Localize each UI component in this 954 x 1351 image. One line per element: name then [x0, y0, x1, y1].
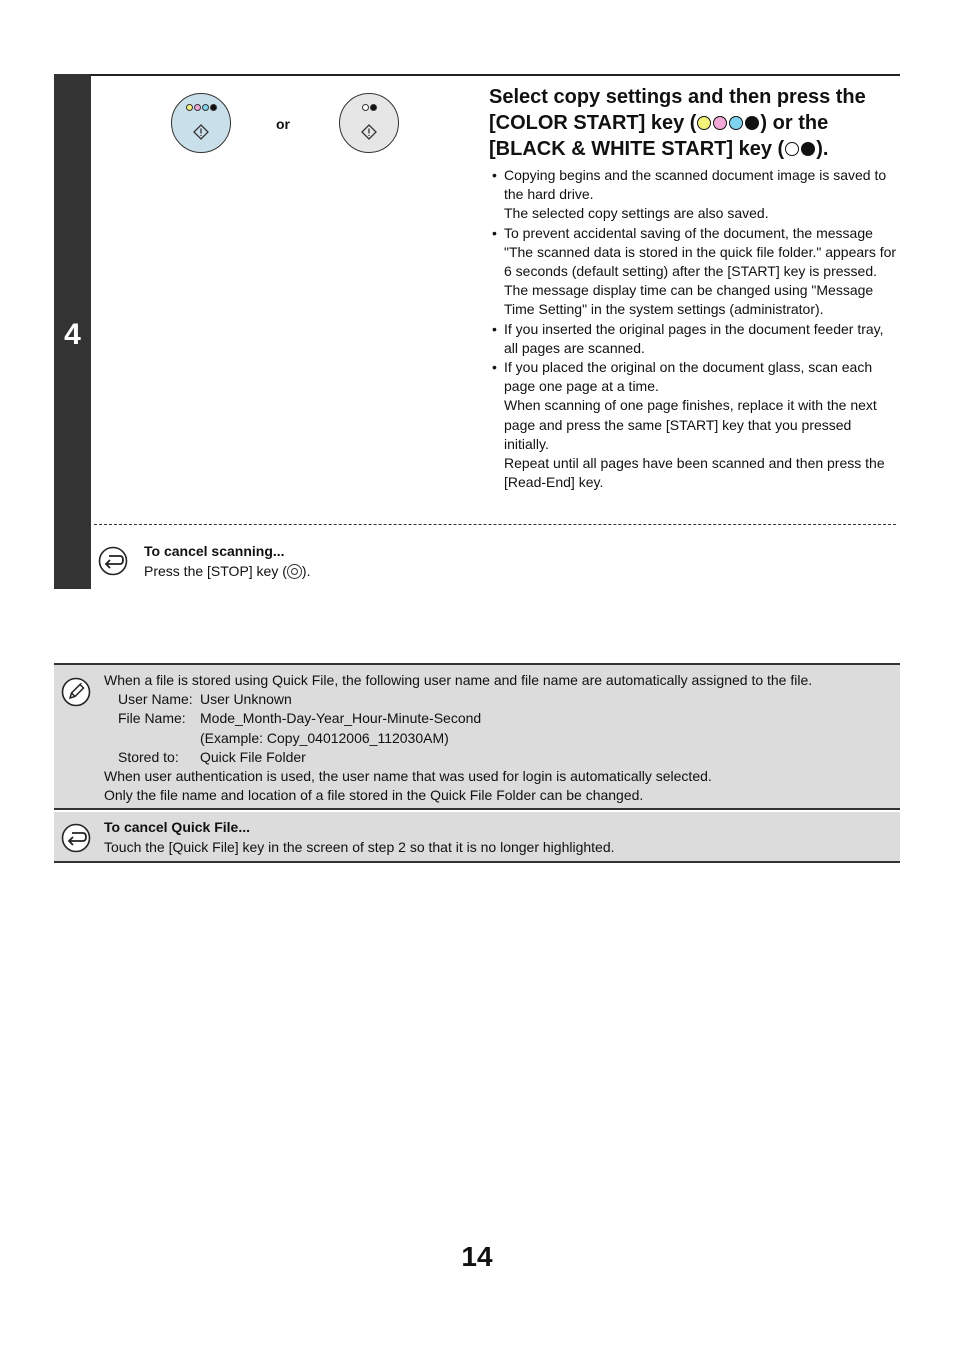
bullet-text: Repeat until all pages have been scanned and then press the [Read-End] key. — [504, 455, 885, 491]
bullet-text: If you placed the original on the document glass, scan each page one page at a time. — [504, 359, 873, 395]
step-block — [54, 74, 900, 589]
start-diamond-icon — [193, 124, 209, 140]
file-name-label: File Name: — [118, 710, 186, 727]
divider — [54, 74, 900, 76]
file-name-value: Mode_Month-Day-Year_Hour-Minute-Second — [200, 710, 482, 727]
bullet-text: If you inserted the original pages in the document feeder tray, all pages are scanned. — [504, 320, 884, 356]
heading-prefix: Select copy settings and then press the [COLOR START] key ( — [489, 86, 866, 134]
user-name-label: User Name: — [118, 691, 193, 708]
note-body — [104, 671, 894, 805]
note-line-2: When user authentication is used, the user name that was used for login is automatically selected. — [104, 768, 712, 785]
note-intro: When a file is stored using Quick File, the following user name and file name are automatically assigned to the file. — [104, 672, 813, 688]
note-user-name — [104, 690, 894, 709]
file-name-example: (Example: Copy_04012006_112030AM) — [200, 729, 449, 746]
color-start-key-icon — [171, 93, 231, 153]
color-dots — [172, 104, 230, 111]
indicator-dot — [362, 104, 369, 111]
step-bar — [54, 74, 91, 589]
cancel-arrow-icon — [61, 823, 91, 853]
cancel-quick-file-text: Touch the [Quick File] key in the screen of step 2 so that it is no longer highlighted. — [104, 838, 615, 855]
bullet-marker: • — [492, 359, 497, 376]
bullet-text: The message display time can be changed using "Message Time Setting" in the system settings (administrator). — [504, 282, 874, 318]
note-line-3: Only the file name and location of a file stored in the Quick File Folder can be changed. — [104, 787, 644, 804]
note-stored-to — [104, 748, 894, 767]
pencil-note-icon — [61, 677, 91, 707]
indicator-dot — [697, 116, 711, 130]
cancel-arrow-icon — [98, 546, 128, 576]
cancel-scanning-text — [144, 562, 310, 582]
cancel-text-after: ). — [301, 562, 311, 579]
bullet-marker: • — [492, 167, 497, 183]
indicator-dot — [194, 104, 201, 111]
cancel-scanning — [144, 542, 310, 581]
note-box — [54, 663, 900, 810]
bw-start-key-icon — [339, 93, 399, 153]
step-heading — [489, 84, 899, 162]
step-number: 4 — [64, 318, 81, 351]
heading-bw-dots — [784, 138, 816, 160]
bullet-marker: • — [492, 320, 497, 337]
dashed-divider — [94, 524, 896, 525]
cancel-quick-file-box — [54, 812, 900, 863]
bw-dots — [340, 104, 398, 111]
stop-key-icon — [287, 564, 302, 579]
indicator-dot — [785, 142, 799, 156]
indicator-dot — [210, 104, 217, 111]
heading-suffix: ). — [816, 138, 829, 160]
bullet-item — [492, 224, 897, 320]
user-name-value: User Unknown — [200, 691, 292, 708]
cancel-quick-file-title: To cancel Quick File... — [104, 819, 251, 835]
bullet-text: The selected copy settings are also saved. — [504, 205, 769, 222]
bullet-text: Copying begins and the scanned document image is saved to the hard drive. — [504, 167, 887, 203]
bullet-text: When scanning of one page finishes, replace it with the next page and press the same [START] key that you pressed initially. — [504, 397, 877, 452]
cancel-text-before: Press the [STOP] key ( — [144, 562, 287, 579]
bullet-text: To prevent accidental saving of the document, the message "The scanned data is stored in the quick file folder." appears for 6 seconds (default setting) after the [START] key is pressed. — [504, 224, 897, 280]
note-file-example — [104, 729, 894, 748]
indicator-dot — [186, 104, 193, 111]
bullet-item — [492, 320, 897, 358]
indicator-dot — [370, 104, 377, 111]
step-bullets — [492, 166, 897, 492]
bullet-item — [492, 358, 897, 492]
heading-mid: ) or the [BLACK & WHITE START] key ( — [489, 112, 829, 160]
bullet-item — [492, 166, 897, 224]
or-label: or — [276, 116, 290, 132]
indicator-dot — [801, 142, 815, 156]
indicator-dot — [745, 116, 759, 130]
note-file-name — [104, 709, 894, 728]
heading-color-dots — [696, 112, 760, 134]
cancel-scanning-title: To cancel scanning... — [144, 543, 285, 559]
start-diamond-icon — [361, 124, 377, 140]
indicator-dot — [202, 104, 209, 111]
indicator-dot — [713, 116, 727, 130]
bullet-marker: • — [492, 224, 497, 241]
page-number: 14 — [461, 1241, 493, 1272]
cancel-quick-file — [104, 818, 615, 857]
indicator-dot — [729, 116, 743, 130]
stored-to-value: Quick File Folder — [200, 748, 306, 765]
stored-to-label: Stored to: — [118, 748, 179, 765]
